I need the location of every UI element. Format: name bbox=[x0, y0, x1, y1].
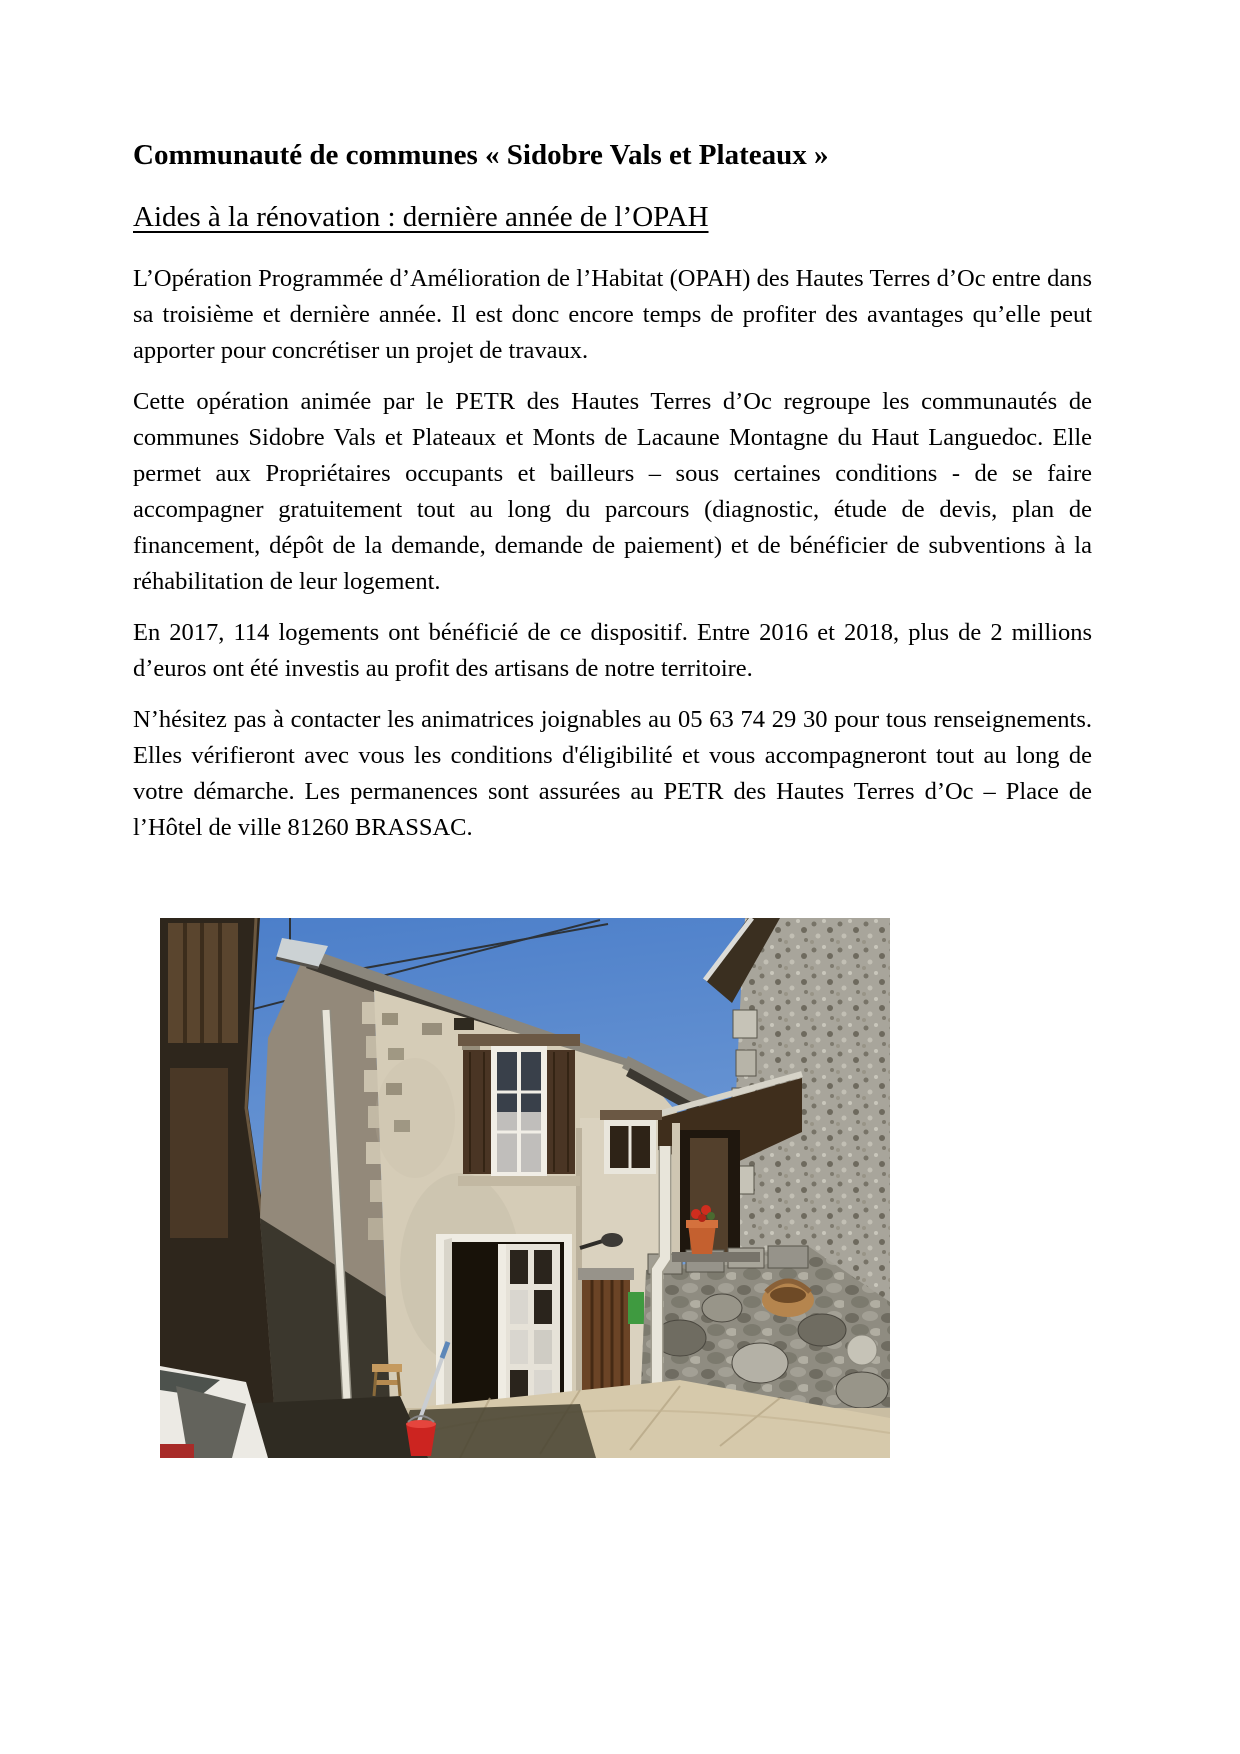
paragraph-operation-details: Cette opération animée par le PETR des Hautes Terres d’Oc regroupe les communautés de communes Sidobre Vals et Plateaux et Monts de Lacaune Montagne du Haut Languedoc. Elle permet aux Propriétaires occupants et bailleurs – sous certaines conditions - de se faire accompagner gratuitement tout au long du parcours (diagnostic, étude de devis, plan de financement, dépôt de la demande, demande de paiement) et de bénéficier de subventions à la réhabilitation de leur logement. bbox=[133, 387, 1092, 595]
mailbox bbox=[628, 1292, 644, 1324]
attic-vent bbox=[454, 1018, 474, 1030]
upstairs-window bbox=[454, 1018, 580, 1186]
page-subtitle: Aides à la rénovation : dernière année de l’OPAH bbox=[133, 200, 709, 233]
page-title: Communauté de communes « Sidobre Vals et Plateaux » bbox=[133, 139, 829, 171]
paragraph-statistics: En 2017, 114 logements ont bénéficié de ce dispositif. Entre 2016 et 2018, plus de 2 millions d’euros ont été investis au profit des artisans de notre territoire. bbox=[133, 618, 1092, 682]
house-photo bbox=[160, 918, 890, 1458]
house-photo-illustration bbox=[160, 918, 890, 1458]
paragraph-contact-info: N’hésitez pas à contacter les animatrices joignables au 05 63 74 29 30 pour tous renseignements. Elles vérifieront avec vous les conditions d'éligibilité et vous accompagneront tout au long de votre démarche. Les permanences sont assurées au PETR des Hautes Terres d’Oc – Place de l’Hôtel de ville 81260 BRASSAC. bbox=[133, 705, 1092, 841]
paragraph-opah-intro: L’Opération Programmée d’Amélioration de l’Habitat (OPAH) des Hautes Terres d’Oc entre dans sa troisième et dernière année. Il est donc encore temps de profiter des avantages qu’elle peut apporter pour concrétiser un projet de travaux. bbox=[133, 264, 1092, 364]
right-shutter bbox=[547, 1050, 575, 1174]
small-window bbox=[600, 1110, 662, 1174]
left-shutter bbox=[463, 1050, 491, 1174]
